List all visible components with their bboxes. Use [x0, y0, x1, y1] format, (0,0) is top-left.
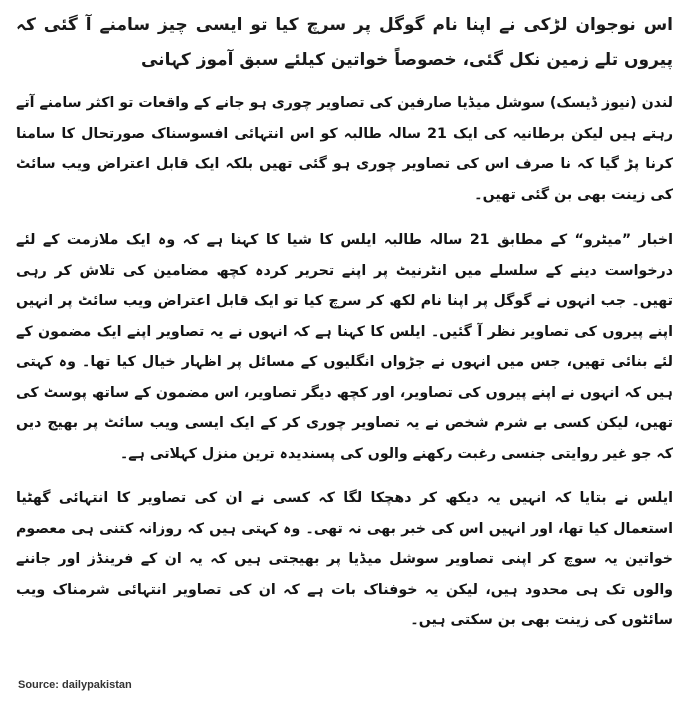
- article-paragraph-2: اخبار ”میٹرو“ کے مطابق 21 سالہ طالبہ ایلس کا شیا کا کہنا ہے کہ وہ ایک ملازمت کے لئے درخواست دینے کے سلسلے میں انٹرنیٹ پر اپنے تحریر کردہ کچھ مضامین کی تلاش کر رہی تھیں۔ جب انہوں نے گوگل پر اپنا نام لکھ کر سرچ کیا تو ایک قابل اعتراض ویب سائٹ پر انہیں اپنے پیروں کی تصاویر نظر آ گئیں۔ ایلس کا کہنا ہے کہ انہوں نے یہ تصاویر اپنے ایک مضمون کے لئے بنائی تھیں، جس میں انہوں نے جڑواں انگلیوں کے مسائل پر اظہار خیال کیا تھا۔ وہ کہتی ہیں کہ انہوں نے اپنے پیروں کی تصاویر، اور کچھ دیگر تصاویر، اس مضمون کے ساتھ پوسٹ کی تھیں، لیکن کسی بے شرم شخص نے یہ تصاویر چوری کر کے ایک ایسی ویب سائٹ پر بھیج دیں کہ جو غیر روایتی جنسی رغبت رکھنے والوں کی پسندیدہ ترین منزل کہلاتی ہے۔: [16, 232, 673, 462]
- article-paragraph-3: ایلس نے بتایا کہ انہیں یہ دیکھ کر دھچکا لگا کہ کسی نے ان کی تصاویر کا انتہائی گھٹیا استعمال کیا تھا، اور انہیں اس کی خبر بھی نہ تھی۔ وہ کہتی ہیں کہ روزانہ کتنی ہی معصوم خواتین یہ سوچ کر اپنی تصاویر سوشل میڈیا پر بھیجتی ہیں کہ یہ ان کے فرینڈز اور جاننے والوں تک ہی محدود ہیں، لیکن یہ خوفناک بات ہے کہ ان کی تصاویر انتہائی شرمناک ویب سائٹوں کی زینت بھی بن سکتی ہیں۔: [16, 490, 673, 628]
- source-credit: Source: dailypakistan: [18, 679, 132, 691]
- article-paragraph-1: لندن (نیوز ڈیسک) سوشل میڈیا صارفین کی تصاویر چوری ہو جانے کے واقعات تو اکثر سامنے آتے رہتے ہیں لیکن برطانیہ کی ایک 21 سالہ طالبہ کو اس انتہائی افسوسناک صورتحال کا سامنا کرنا پڑ گیا کہ نا صرف اس کی تصاویر چوری ہو گئی تھیں بلکہ ایک قابل اعتراض ویب سائٹ کی زینت بھی بن گئی تھیں۔: [16, 95, 674, 203]
- article-headline: اس نوجوان لڑکی نے اپنا نام گوگل پر سرچ کیا تو ایسی چیز سامنے آ گئی کہ پیروں تلے زمین نکل گئی، خصوصاً خواتین کیلئے سبق آموز کہانی: [16, 15, 673, 70]
